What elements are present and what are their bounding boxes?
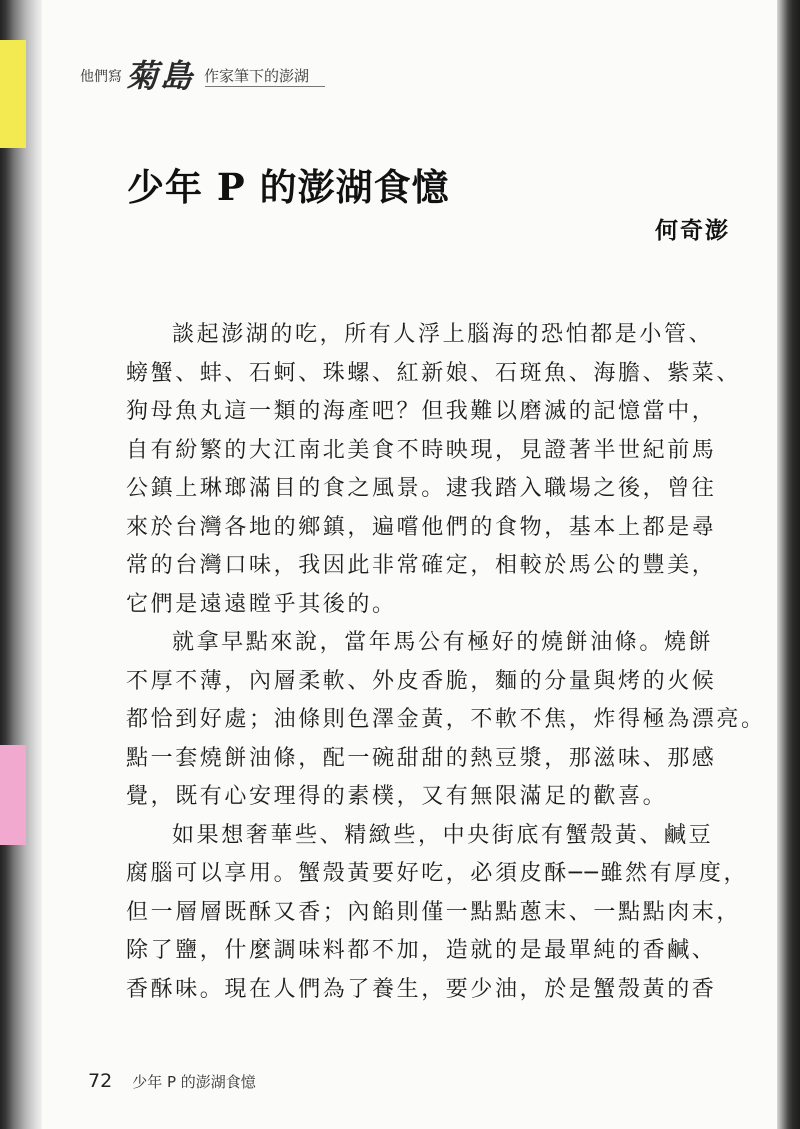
text-line: 腐腦可以享用。蟹殼黃要好吃，必須皮酥──雖然有厚度，: [126, 861, 749, 886]
page-edge-shadow: [777, 0, 800, 1129]
text-line: 談起澎湖的吃，所有人浮上腦海的恐怕都是小管、: [172, 322, 714, 347]
text-line: 除了鹽，什麼調味料都不加，造就的是最單純的香鹹、: [126, 938, 717, 963]
page-number: 72: [88, 1070, 113, 1092]
header-underline: [205, 86, 325, 87]
text-line: 狗母魚丸這一類的海產吧？但我難以磨滅的記憶當中，: [126, 399, 717, 424]
text-line: 它們是遠遠瞠乎其後的。: [126, 591, 397, 617]
article-body: [126, 316, 766, 1009]
text-line: 來於台灣各地的鄉鎮，遍嚐他們的食物，基本上都是尋: [126, 514, 717, 540]
book-spine-shadow: [0, 0, 42, 1129]
article-author: 何奇澎: [655, 217, 730, 244]
text-line: 常的台灣口味，我因此非常確定，相較於馬公的豐美，: [126, 553, 717, 578]
text-line: 點一套燒餅油條，配一碗甜甜的熱豆漿，那滋味、那感: [126, 745, 717, 771]
article-title: 少年 P 的澎湖食憶: [127, 165, 450, 209]
text-line: 螃蟹、蚌、石蚵、珠螺、紅新娘、石斑魚、海膽、紫菜、: [126, 360, 742, 386]
page-footer: [88, 1070, 256, 1092]
text-line: 不厚不薄，內層柔軟、外皮香脆，麵的分量與烤的火候: [126, 668, 717, 694]
text-line: 公鎮上琳瑯滿目的食之風景。逮我踏入職場之後，曾往: [126, 476, 717, 501]
text-line: 如果想奢華些、精緻些，中央街底有蟹殼黃、鹹豆: [172, 822, 714, 848]
header-series: 他們寫: [80, 69, 122, 85]
text-line: 香酥味。現在人們為了養生，要少油，於是蟹殼黃的香: [126, 976, 717, 1002]
text-line: 但一層層既酥又香；內餡則僅一點點蔥末、一點點肉末，: [126, 899, 742, 925]
footer-running-title: 少年 P 的澎湖食憶: [132, 1073, 256, 1091]
text-line: 都恰到好處；油條則色澤金黃，不軟不焦，炸得極為漂亮。: [126, 707, 766, 732]
sticky-tab-pink: [0, 745, 26, 845]
sticky-tab-yellow: [0, 40, 26, 148]
header-subtitle: 作家筆下的澎湖: [204, 67, 310, 85]
text-line: 就拿早點來說，當年馬公有極好的燒餅油條。燒餅: [172, 630, 714, 655]
text-line: 覺，既有心安理得的素樸，又有無限滿足的歡喜。: [126, 784, 668, 809]
header-logo: 菊島: [126, 57, 195, 95]
text-line: 自有紛繁的大江南北美食不時映現，見證著半世紀前馬: [126, 437, 717, 463]
